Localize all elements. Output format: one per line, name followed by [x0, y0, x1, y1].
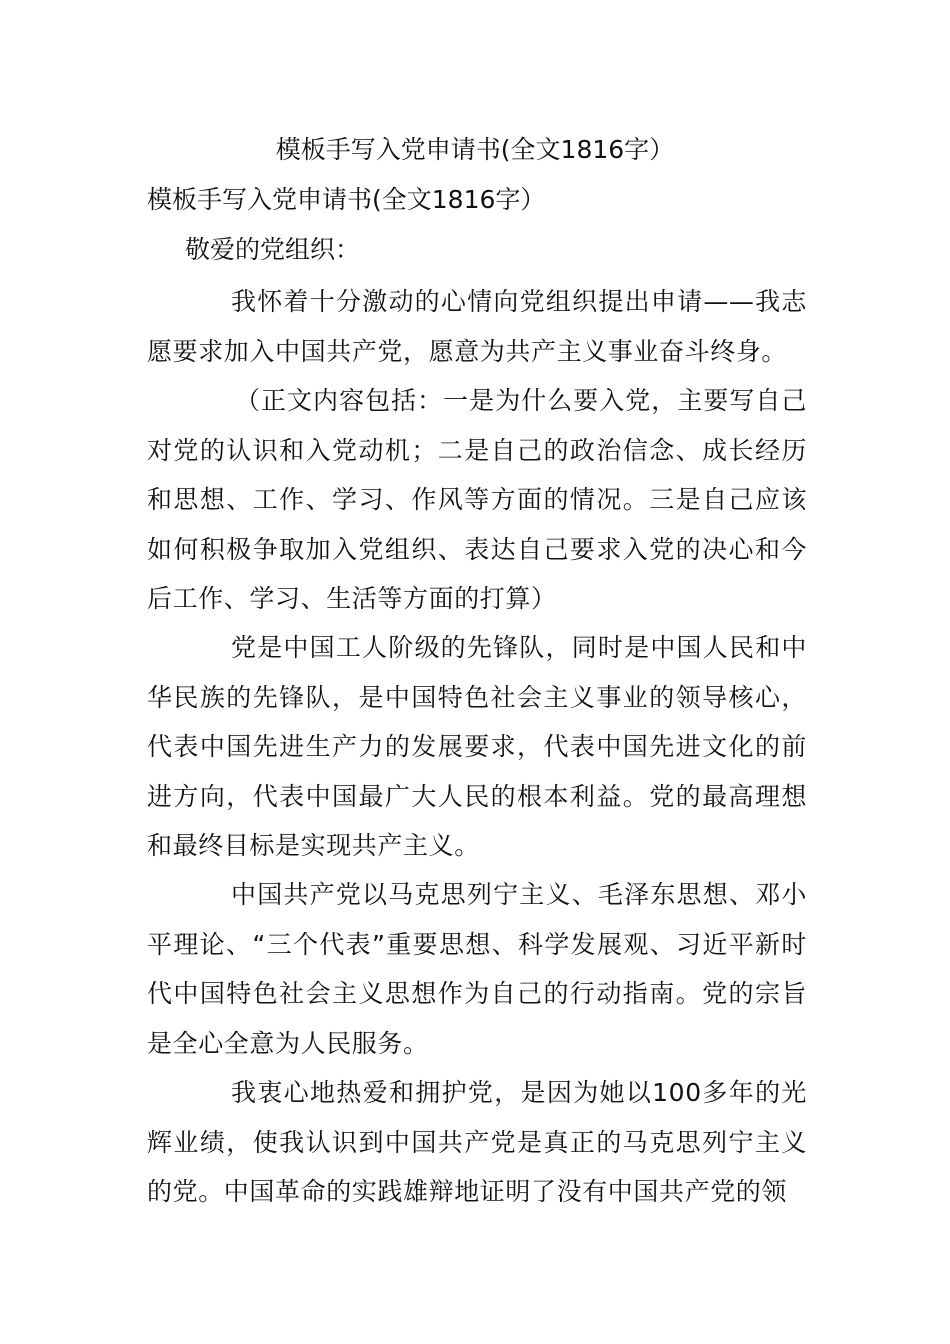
- paragraph-application: 我怀着十分激动的心情向党组织提出申请——我志愿要求加入中国共产党，愿意为共产主义事业奋斗终身。: [147, 287, 807, 366]
- salutation: 敬爱的党组织：: [185, 235, 361, 264]
- paragraph-personal-support: 我衷心地热爱和拥护党，是因为她以100多年的光辉业绩，使我认识到中国共产党是真正的马克思列宁主义的党。中国革命的实践雄辩地证明了没有中国共产党的领: [147, 1078, 807, 1206]
- document-title: 模板手写入党申请书(全文1816字）: [275, 135, 675, 164]
- paragraph-content-note: （正文内容包括：一是为什么要入党，主要写自己对党的认识和入党动机；二是自己的政治信念、成长经历和思想、工作、学习、作风等方面的情况。三是自己应该如何积极争取加入党组织、表达自己要求入党的决心和今后工作、学习、生活等方面的打算）: [147, 386, 807, 613]
- paragraph-guiding-ideology: 中国共产党以马克思列宁主义、毛泽东思想、邓小平理论、“三个代表”重要思想、科学发展观、习近平新时代中国特色社会主义思想作为自己的行动指南。党的宗旨是全心全意为人民服务。: [147, 880, 807, 1058]
- paragraph-party-nature: 党是中国工人阶级的先锋队，同时是中国人民和中华民族的先锋队，是中国特色社会主义事业的领导核心，代表中国先进生产力的发展要求，代表中国先进文化的前进方向，代表中国最广大人民的根本利益。党的最高理想和最终目标是实现共产主义。: [147, 633, 807, 860]
- document-subtitle: 模板手写入党申请书(全文1816字）: [147, 185, 546, 214]
